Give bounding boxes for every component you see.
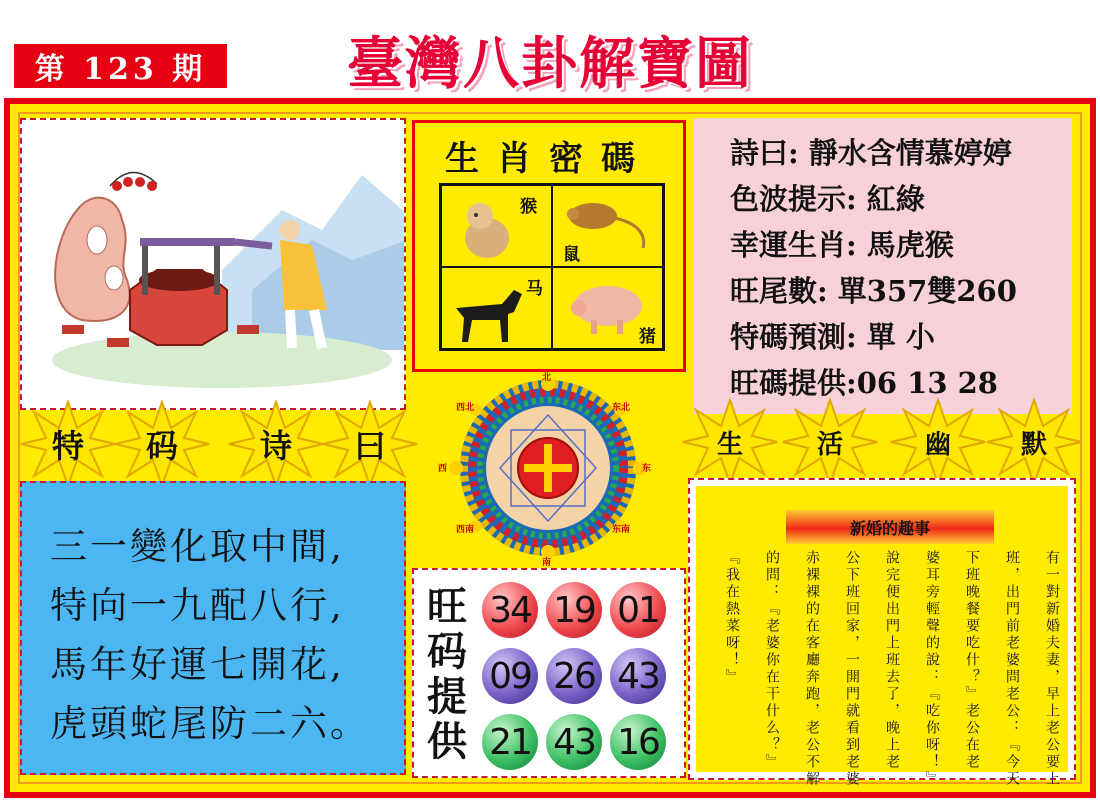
compass-dir-sw: 西南 bbox=[456, 525, 475, 535]
compass-dir-e: 东 bbox=[642, 464, 652, 474]
star-label: 诗 bbox=[259, 427, 292, 465]
special-code-poem-panel bbox=[20, 481, 406, 775]
stars-special-poem bbox=[20, 400, 420, 490]
star-label: 生 bbox=[716, 429, 743, 460]
zodiac-cell-horse bbox=[441, 267, 552, 349]
star-badge bbox=[986, 398, 1082, 486]
compass-dir-nw: 西北 bbox=[456, 403, 475, 413]
number-ball-red: 19 bbox=[546, 582, 602, 638]
story-title: 新婚的趣事 bbox=[786, 510, 994, 544]
star-label: 活 bbox=[816, 429, 843, 460]
zodiac-label-pig: 猪 bbox=[639, 327, 656, 347]
info-color-hint: 色波提示: 紅綠 bbox=[730, 182, 925, 216]
star-label: 曰 bbox=[353, 427, 386, 465]
poem-line: 虎頭蛇尾防二六。 bbox=[50, 702, 370, 745]
star-label: 码 bbox=[145, 427, 178, 465]
star-badge bbox=[890, 398, 986, 486]
number-ball-green: 43 bbox=[546, 714, 602, 770]
story-text bbox=[722, 550, 1062, 788]
zodiac-code-title: 生肖密碼 bbox=[445, 139, 653, 179]
zodiac-code-panel bbox=[412, 120, 686, 372]
number-ball-blue: 43 bbox=[610, 648, 666, 704]
story-column: 的問：『老婆你在干什么？』 bbox=[764, 550, 780, 771]
story-column: 有一對新婚夫妻，早上老公要上 bbox=[1044, 550, 1060, 788]
star-badge bbox=[782, 398, 878, 486]
number-ball-green: 21 bbox=[482, 714, 538, 770]
star-badge bbox=[20, 400, 116, 488]
zodiac-label-rat: 鼠 bbox=[563, 245, 580, 265]
compass-dir-n: 北 bbox=[542, 373, 552, 383]
zodiac-label-monkey: 猴 bbox=[520, 197, 537, 217]
number-ball-blue: 26 bbox=[546, 648, 602, 704]
zodiac-cell-rat bbox=[552, 185, 663, 267]
poem-line: 馬年好運七開花, bbox=[50, 643, 345, 686]
compass-dir-ne: 东北 bbox=[612, 403, 631, 413]
number-ball-green: 16 bbox=[610, 714, 666, 770]
compass-dir-se: 东南 bbox=[612, 525, 631, 535]
story-column: 班，出門前老婆問老公：『今天 bbox=[1004, 550, 1020, 788]
humor-story-panel bbox=[688, 478, 1076, 788]
zodiac-cell-pig bbox=[552, 267, 663, 349]
page-title: 臺灣八卦解寶圖 bbox=[347, 31, 753, 97]
stars-life-humor bbox=[682, 398, 1086, 488]
hot-numbers-label: 旺 码 提 供 bbox=[427, 583, 467, 765]
prediction-info-panel bbox=[694, 118, 1072, 414]
poem-line: 特向一九配八行, bbox=[50, 584, 345, 627]
info-tail-numbers: 旺尾數: 單357雙260 bbox=[730, 274, 1017, 308]
story-column: 下班晚餐要吃什？』老公在老 bbox=[964, 550, 980, 771]
star-label: 默 bbox=[1020, 429, 1047, 460]
poem-line: 三一變化取中間, bbox=[50, 525, 345, 568]
well-illustration bbox=[20, 118, 406, 410]
star-badge bbox=[322, 400, 418, 488]
zodiac-grid bbox=[439, 183, 665, 351]
star-badge bbox=[682, 398, 778, 486]
bagua-compass-wheel bbox=[436, 370, 660, 566]
compass-dir-s: 南 bbox=[542, 558, 552, 566]
story-column: 赤裸裸的在客廳奔跑，老公不解 bbox=[804, 550, 820, 788]
number-ball-red: 01 bbox=[610, 582, 666, 638]
story-column: 說完便出門上班去了，晚上老 bbox=[884, 550, 900, 771]
info-poem-line: 詩曰: 靜水含情慕婷婷 bbox=[730, 136, 1012, 170]
info-hot-numbers: 旺碼提供:06 13 28 bbox=[730, 366, 998, 400]
star-badge bbox=[114, 400, 210, 488]
star-label: 特 bbox=[51, 427, 84, 465]
issue-number-badge: 第 123 期 bbox=[14, 44, 227, 88]
zodiac-cell-monkey bbox=[441, 185, 552, 267]
info-special-prediction: 特碼預測: 單 小 bbox=[730, 320, 935, 354]
hot-numbers-panel bbox=[412, 568, 686, 778]
star-label: 幽 bbox=[924, 429, 951, 460]
compass-dir-w: 西 bbox=[438, 464, 448, 474]
number-ball-red: 34 bbox=[482, 582, 538, 638]
number-ball-blue: 09 bbox=[482, 648, 538, 704]
story-column: 公下班回家，一開門就看到老婆 bbox=[844, 550, 860, 788]
star-badge bbox=[228, 400, 324, 488]
zodiac-label-horse: 马 bbox=[526, 279, 543, 299]
info-lucky-zodiac: 幸運生肖: 馬虎猴 bbox=[730, 228, 954, 262]
story-column: 婆耳旁輕聲的說：『吃你呀！』 bbox=[924, 550, 940, 788]
story-column: 『我在熱菜呀！』 bbox=[724, 550, 740, 686]
